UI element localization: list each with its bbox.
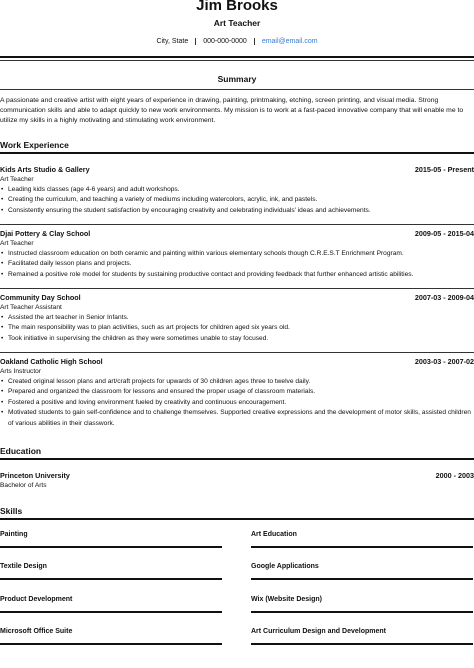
job-bullets	[0, 313, 474, 344]
education-divider	[0, 458, 474, 460]
contact-location: City, State	[156, 38, 189, 45]
job-divider	[0, 288, 474, 289]
job-bullet: • Fostered a positive and loving environment fueled by creativity and continuous encouragement.	[0, 398, 474, 408]
skill-level-bar	[251, 611, 473, 613]
job-bullets	[0, 185, 474, 216]
skills-divider	[0, 518, 474, 520]
job-title: Art Teacher Assistant	[0, 304, 62, 311]
skill-name: Painting	[0, 531, 28, 538]
job-entry	[0, 165, 474, 216]
summary-heading: Summary	[217, 74, 257, 84]
skill-level-bar	[0, 578, 222, 580]
job-title: Arts Instructor	[0, 368, 42, 375]
job-bullet: • The main responsibility was to plan activities, such as art projects for children aged six years old.	[0, 323, 474, 333]
job-dates: 2015-05 - Present	[414, 165, 474, 174]
job-company: Community Day School	[0, 293, 81, 302]
skills-heading: Skills	[0, 506, 23, 516]
job-dates: 2003-03 - 2007-02	[414, 357, 474, 366]
job-bullet: • Prepared and organized the classroom for lessons and ensured the proper usage of classroom materials.	[0, 387, 474, 397]
job-bullet: • Remained a positive role model for students by sustaining productive contact and providing feedback that further enhanced artistic abilities.	[0, 270, 474, 280]
work-experience-heading: Work Experience	[0, 140, 69, 150]
skill-level-bar	[0, 611, 222, 613]
job-divider	[0, 224, 474, 225]
job-bullet: • Instructed classroom education on both ceramic and painting within various elementary schools though C.R.E.S.T Enrichment Program.	[0, 249, 474, 259]
skill-level-bar	[251, 578, 473, 580]
skill-level-bar	[251, 546, 473, 548]
skill-name: Product Development	[0, 596, 73, 603]
education-school: Princeton University	[0, 471, 70, 480]
header-divider-thin	[0, 60, 474, 61]
skill-name: Art Curriculum Design and Development	[251, 628, 386, 635]
job-bullet: • Took initiative in supervising the children as they were sometimes unable to stay focused.	[0, 334, 474, 344]
job-bullet: • Created original lesson plans and art/craft projects for upwards of 30 children ages three to twelve daily.	[0, 377, 474, 387]
education-entry	[0, 471, 474, 489]
job-bullet: • Motivated students to gain self-confidence and to challenge themselves. Supported creative expressions and the development of motor skills, assisted children of various abilities in their classwork.	[0, 408, 474, 429]
job-company: Kids Arts Studio & Gallery	[0, 165, 90, 174]
education-dates: 2000 - 2003	[435, 471, 474, 480]
job-bullet: • Creating the curriculum, and teaching a variety of mediums including watercolors, acrylic, ink, and pastels.	[0, 195, 474, 205]
skill-name: Art Education	[251, 531, 297, 538]
job-entry	[0, 229, 474, 280]
job-title: Art Teacher	[0, 176, 34, 183]
job-bullet: • Leading kids classes (age 4-6 years) and adult workshops.	[0, 185, 474, 195]
job-bullets	[0, 249, 474, 280]
skill-name: Wix (Website Design)	[251, 596, 322, 603]
job-divider	[0, 352, 474, 353]
job-company: Djai Pottery & Clay School	[0, 229, 91, 238]
job-bullet: • Facilitated daily lesson plans and projects.	[0, 259, 474, 269]
education-heading: Education	[0, 446, 42, 456]
job-bullet: • Assisted the art teacher in Senior Infants.	[0, 313, 474, 323]
job-dates: 2007-03 - 2009-04	[414, 293, 474, 302]
job-bullets	[0, 377, 474, 429]
skill-level-bar	[0, 546, 222, 548]
skill-name: Microsoft Office Suite	[0, 628, 73, 635]
skill-name: Textile Design	[0, 563, 47, 570]
resume-name: Jim Brooks	[196, 0, 278, 14]
job-title: Art Teacher	[0, 240, 34, 247]
summary-text: A passionate and creative artist with eight years of experience in drawing, painting, printmaking, etching, screen printing, and visual media. Strong communication skills and able to adapt quickly to new work environments. My mission is to work at a fast-paced innovative company that will enable me to utilize my skills in a highly motivating and stimulating work environment.	[0, 97, 464, 124]
contact-email-link[interactable]: email@email.com	[254, 38, 325, 45]
job-entry	[0, 357, 474, 429]
job-company: Oakland Catholic High School	[0, 357, 103, 366]
skill-name: Google Applications	[251, 563, 319, 570]
job-bullet: • Consistently ensuring the student satisfaction by encouraging creativity and celebrating individuals' ideas and achievements.	[0, 206, 474, 216]
skill-level-bar	[0, 643, 222, 645]
contact-phone: 000-000-0000	[195, 38, 254, 45]
skill-level-bar	[251, 643, 473, 645]
contact-line	[0, 38, 474, 45]
job-entry	[0, 293, 474, 344]
resume-role: Art Teacher	[213, 18, 261, 28]
work-experience-divider	[0, 152, 474, 154]
header-divider	[0, 56, 474, 58]
job-dates: 2009-05 - 2015-04	[414, 229, 474, 238]
summary-divider	[0, 89, 474, 90]
education-degree: Bachelor of Arts	[0, 482, 47, 489]
